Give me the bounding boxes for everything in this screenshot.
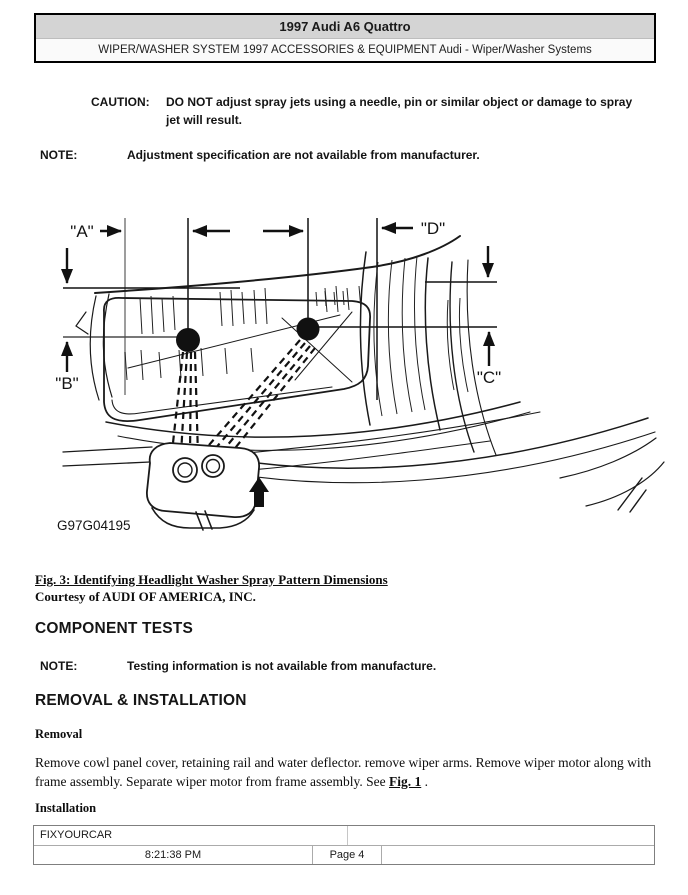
footer-brand: FIXYOURCAR	[34, 826, 348, 845]
note-label: NOTE:	[40, 148, 78, 162]
footer-page-number: Page 4	[313, 846, 382, 864]
removal-text-tail: .	[421, 774, 428, 789]
dimension-label-c: "C"	[476, 368, 502, 387]
figure-caption	[35, 571, 388, 605]
installation-subheading: Installation	[35, 801, 97, 815]
note-text: Adjustment specification are not available from manufacturer.	[127, 148, 480, 162]
spray-dot-right	[297, 318, 320, 341]
figure-image-code: G97G04195	[57, 518, 131, 533]
footer-row-meta	[34, 845, 654, 864]
footer-status-bar	[33, 825, 655, 865]
washer-nozzle	[147, 443, 259, 530]
article-subtitle: WIPER/WASHER SYSTEM 1997 ACCESSORIES & EQUIPMENT Audi - Wiper/Washer Systems	[36, 39, 654, 61]
footer-time: 8:21:38 PM	[34, 846, 313, 864]
component-tests-heading: COMPONENT TESTS	[35, 620, 194, 637]
note-testing-block	[40, 657, 640, 675]
dimension-label-a: "A"	[70, 222, 94, 241]
removal-subheading: Removal	[35, 727, 83, 741]
spray-pattern-diagram	[0, 195, 688, 545]
fig-1-link[interactable]: Fig. 1	[389, 774, 422, 789]
caution-label: CAUTION:	[91, 95, 150, 109]
footer-meta-spacer	[382, 846, 654, 864]
vehicle-title: 1997 Audi A6 Quattro	[36, 15, 654, 39]
spray-jets	[172, 340, 315, 462]
caution-block	[91, 93, 646, 129]
removal-paragraph	[35, 753, 653, 791]
figure-caption-link[interactable]: Fig. 3: Identifying Headlight Washer Spray Pattern Dimensions	[35, 572, 388, 587]
note-text: Testing information is not available from manufacture.	[127, 659, 437, 673]
page-header	[34, 13, 656, 63]
note-label: NOTE:	[40, 659, 78, 673]
dimension-label-d: "D"	[420, 219, 446, 238]
spray-dot-left	[176, 328, 200, 352]
figure-courtesy: Courtesy of AUDI OF AMERICA, INC.	[35, 589, 256, 604]
caution-text: DO NOT adjust spray jets using a needle, pin or similar object or damage to spray jet will result.	[166, 95, 633, 127]
footer-row-brand	[34, 826, 654, 845]
removal-text: Remove cowl panel cover, retaining rail and water deflector. remove wiper arms. Remove wiper motor along with frame assembly. Separate wiper motor from frame assembly. See	[35, 755, 652, 789]
note-adjustment-block	[40, 146, 640, 164]
dimension-label-b: "B"	[55, 374, 79, 393]
footer-brand-spacer	[348, 826, 654, 845]
removal-installation-heading: REMOVAL & INSTALLATION	[35, 692, 247, 709]
